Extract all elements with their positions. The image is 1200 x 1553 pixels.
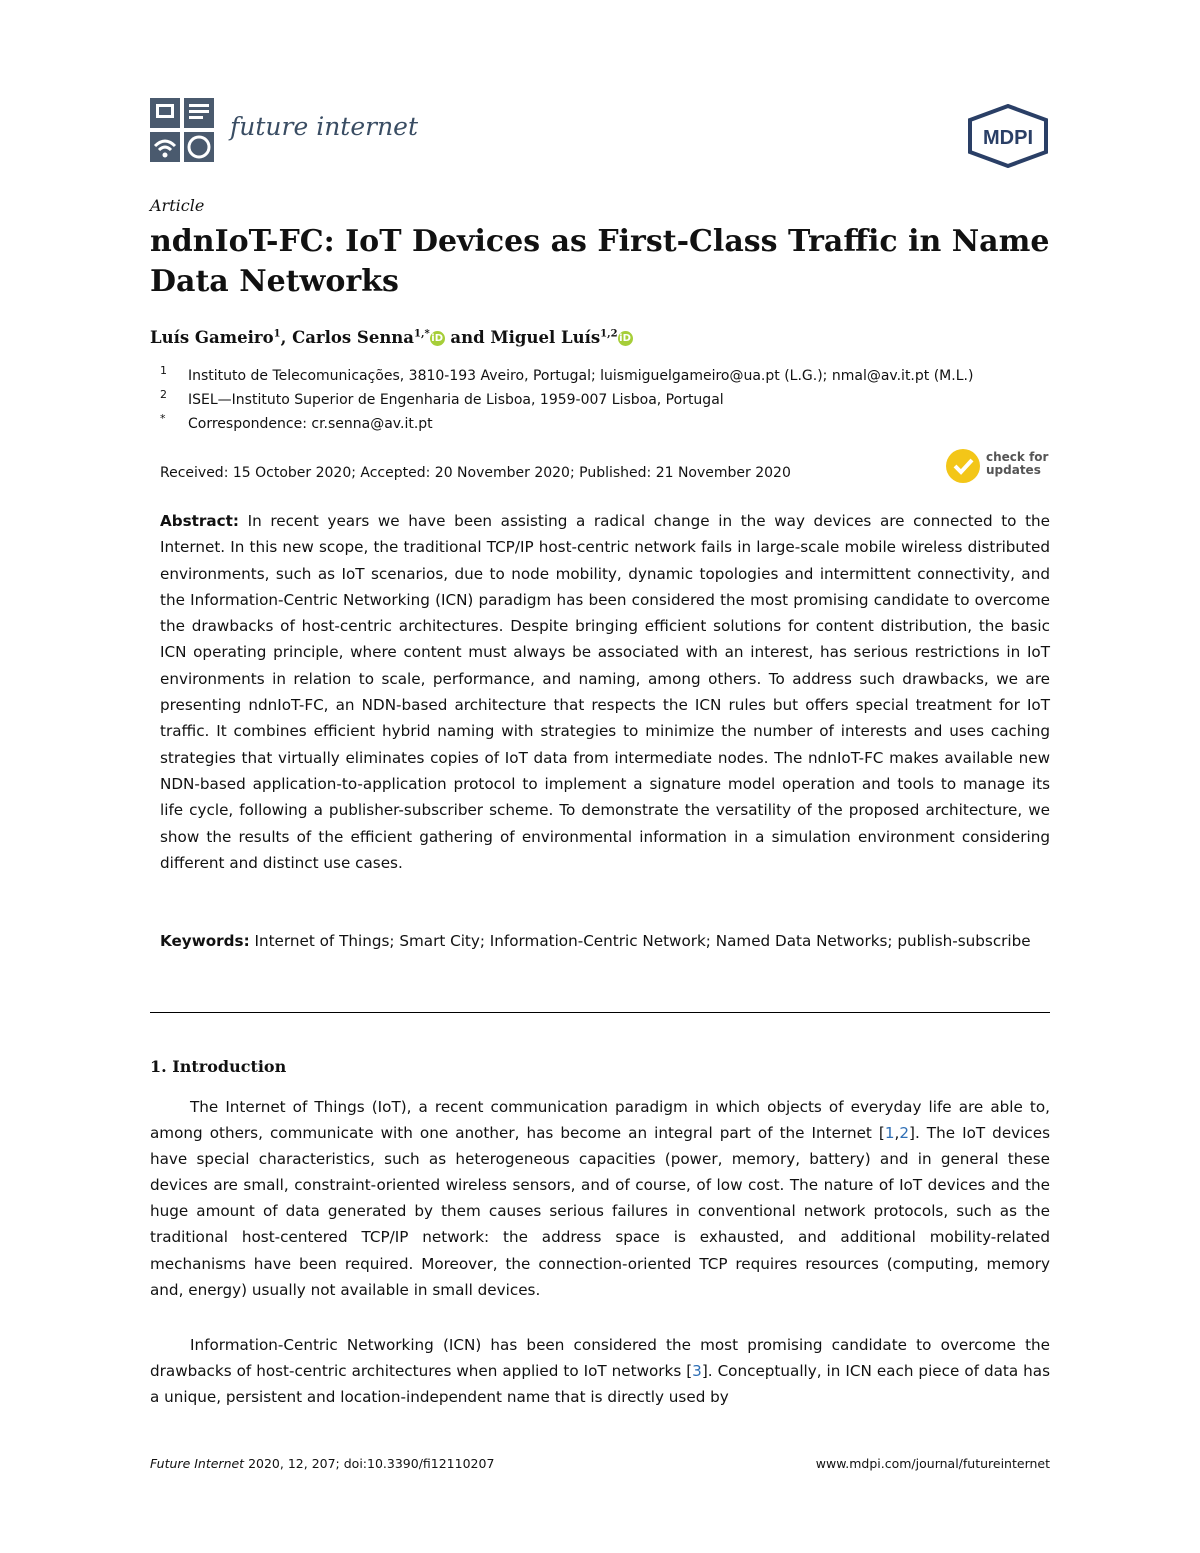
paragraph-text: The Internet of Things (IoT), a recent communication paradigm in which objects of everyday life are able to, among others, communicate with one another, has become an integral part of the Internet [: [150, 1098, 1050, 1143]
abstract-text: In recent years we have been assisting a radical change in the way devices are connected to the Internet. In this new scope, the traditional TCP/IP host-centric network fails in large-scale mobile wireless distributed environments, such as IoT scenarios, due to node mobility, dynamic topologies and intermittent connectivity, and the Information-Centric Networking (ICN) paradigm has been considered the most promising candidate to overcome the drawbacks of host-centric architectures. Despite bringing efficient solutions for content distribution, the basic ICN operating principle, where content must always be associated with an interest, has serious restrictions in IoT environments in relation to scale, performance, and naming, among others. To address such drawbacks, we are presenting ndnIoT-FC, an NDN-based architecture that respects the ICN rules but offers special treatment for IoT traffic. It combines efficient hybrid naming with strategies to minimize the number of interests and uses caching strategies that virtually eliminates copies of IoT data from intermediate nodes. The ndnIoT-FC makes available new NDN-based application-to-application protocol to implement a signature model operation and tools to manage its life cycle, following a publisher-subscriber scheme. To demonstrate the versatility of the proposed architecture, we show the results of the efficient gathering of environmental information in a simulation environment considering different and distinct use cases.: [160, 512, 1051, 872]
affiliation-text: ISEL—Instituto Superior de Engenharia de Lisboa, 1959-007 Lisboa, Portugal: [188, 392, 724, 408]
affiliation-mark: 2: [160, 388, 167, 401]
check-for-updates-line2: updates: [986, 463, 1041, 477]
author-affil-sup: 1,2: [600, 328, 618, 340]
orcid-icon[interactable]: iD: [431, 333, 444, 344]
author-joiner: ,: [280, 328, 293, 347]
affiliation-text: Instituto de Telecomunicações, 3810-193 Aveiro, Portugal; luismiguelgameiro@ua.pt (L.G.); nmal@av.it.pt (M.L.): [188, 368, 974, 384]
abstract: [160, 508, 1050, 876]
paragraph-text: Information-Centric Networking (ICN) has been considered the most promising candidate to overcome the drawbacks of host-centric architectures when applied to IoT networks [: [150, 1336, 1050, 1381]
publisher-logo-text: MDPI: [983, 127, 1033, 149]
affiliation-mark: 1: [160, 364, 167, 377]
page-title: ndnIoT-FC: IoT Devices as First-Class Traffic in Name Data Networks: [150, 224, 1050, 299]
affiliation-text: Correspondence: cr.senna@av.it.pt: [188, 416, 433, 432]
check-for-updates-text: [986, 451, 1048, 477]
mdpi-logo: [966, 104, 1050, 168]
keywords: [160, 928, 1050, 954]
journal-logo-icon: [150, 98, 214, 162]
footer-citation-text: 2020, 12, 207; doi:10.3390/fi12110207: [248, 1456, 495, 1471]
publication-dates: Received: 15 October 2020; Accepted: 20 November 2020; Published: 21 November 2020: [160, 465, 791, 481]
paragraph-text: ]. Conceptually, in ICN each piece of data has a unique, persistent and location-independent name that is directly used by: [150, 1362, 1050, 1407]
author-affil-sup: 1: [273, 328, 281, 340]
paragraph-text: ]. The IoT devices have special characteristics, such as heterogeneous capacities (power, memory, battery) and in general these devices are small, constraint-oriented wireless sensors, and of course, of low cost. The nature of IoT devices and the huge amount of data generated by them causes serious failures in conventional network protocols, such as the traditional host-centered TCP/IP network: the address space is exhausted, and additional mobility-related mechanisms have been required. Moreover, the connection-oriented TCP requires resources (computing, memory and, energy) usually not available in small devices.: [150, 1124, 1050, 1299]
footer-citation: [150, 1456, 494, 1471]
check-for-updates-line1: check for: [986, 450, 1049, 464]
abstract-label: Abstract:: [160, 512, 240, 530]
footer-url[interactable]: www.mdpi.com/journal/futureinternet: [815, 1456, 1050, 1471]
footer-journal: Future Internet: [150, 1456, 245, 1471]
check-for-updates-badge[interactable]: [946, 449, 1056, 485]
section-heading: 1. Introduction: [150, 1057, 287, 1076]
affiliation-mark: *: [160, 412, 166, 425]
author-name: Carlos Senna: [292, 328, 414, 347]
intro-paragraph-1: [150, 1094, 1050, 1303]
author-list: [150, 328, 633, 347]
intro-paragraph-2: [150, 1332, 1050, 1410]
article-type: Article: [150, 196, 205, 215]
orcid-icon[interactable]: iD: [619, 333, 631, 344]
journal-name: future internet: [230, 112, 419, 141]
citation-separator: ,: [894, 1124, 900, 1143]
keywords-text: Internet of Things; Smart City; Information-Centric Network; Named Data Networks; publish-subscribe: [254, 932, 1031, 950]
author-name: Miguel Luís: [490, 328, 601, 347]
section-divider: [150, 1012, 1050, 1013]
author-affil-sup: 1,*: [414, 328, 430, 340]
citation-link[interactable]: 1: [884, 1124, 895, 1143]
author-name: Luís Gameiro: [150, 328, 274, 347]
keywords-label: Keywords:: [160, 932, 250, 950]
author-joiner: and: [444, 328, 491, 347]
check-icon: [946, 449, 980, 483]
citation-link[interactable]: 3: [692, 1362, 702, 1381]
citation-link[interactable]: 2: [899, 1124, 910, 1143]
